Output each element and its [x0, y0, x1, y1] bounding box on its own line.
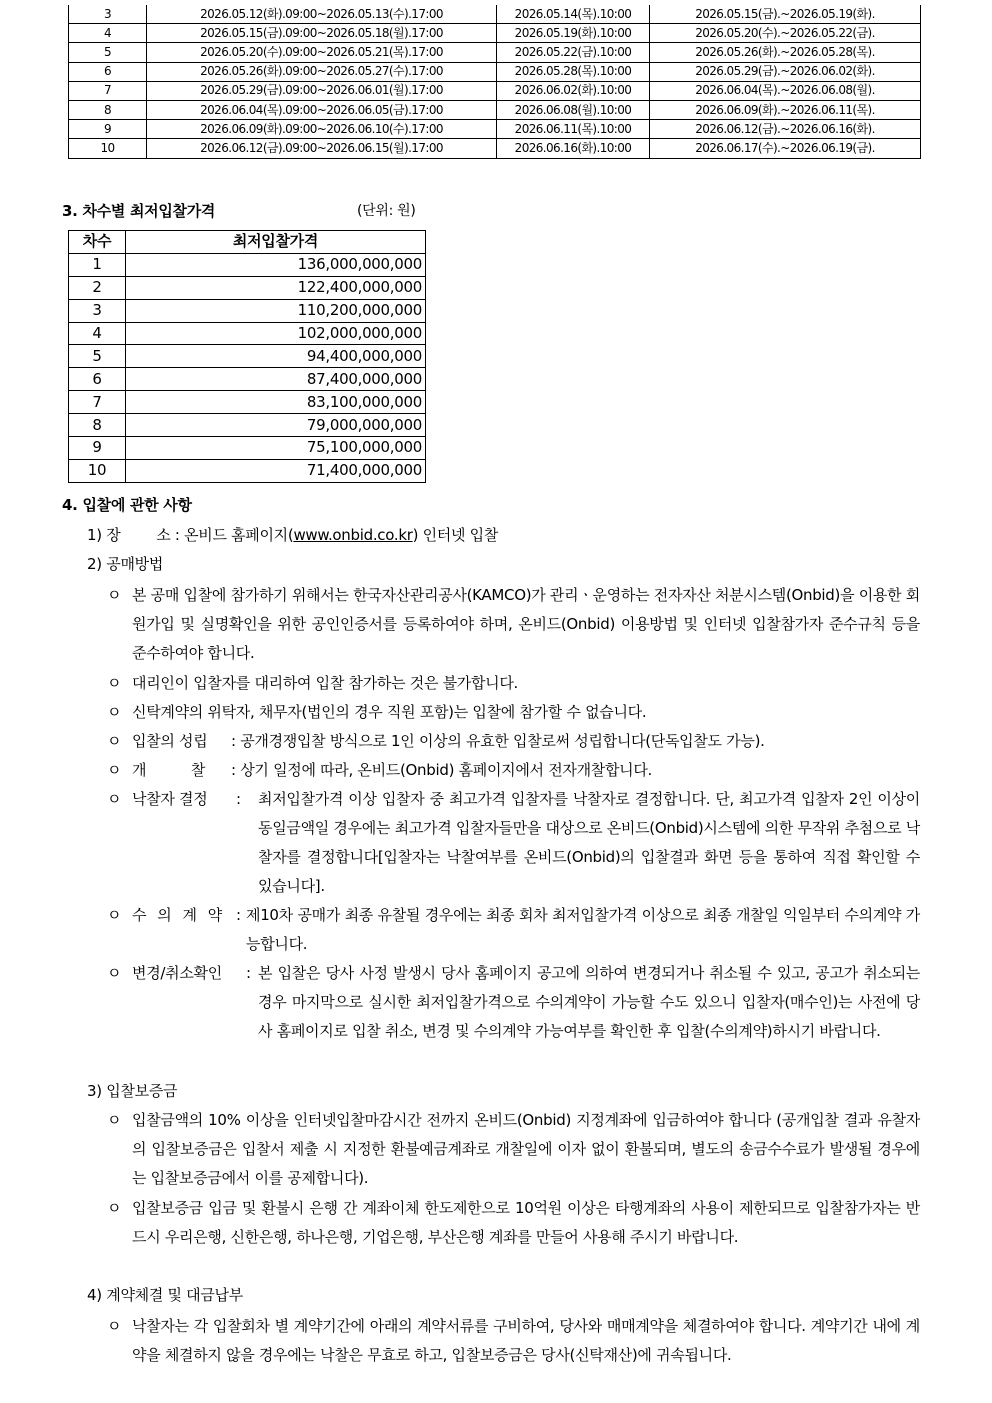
round-cell: 8 — [69, 100, 147, 119]
bullet-marker: ㅇ — [107, 586, 122, 604]
bid-schedule-table — [68, 5, 921, 159]
price-cell: 122,400,000,000 — [126, 276, 426, 299]
opening-date-cell: 2026.05.28(목).10:00 — [497, 62, 650, 81]
opening-date-cell: 2026.05.14(목).10:00 — [497, 5, 650, 24]
section-3-title: 3. 차수별 최저입찰가격 — [62, 202, 216, 220]
bid-period-cell: 2026.05.12(화).09:00~2026.05.13(수).17:00 — [147, 5, 497, 24]
bid-period-cell: 2026.06.04(목).09:00~2026.06.05(금).17:00 — [147, 100, 497, 119]
establishment-label: 입찰의 성립 — [132, 732, 208, 750]
table-row — [69, 24, 921, 43]
table-row — [69, 62, 921, 81]
round-cell: 6 — [69, 62, 147, 81]
unit-note: (단위: 원) — [357, 203, 416, 219]
minimum-bid-price-table — [68, 230, 426, 483]
price-cell: 94,400,000,000 — [126, 345, 426, 368]
round-cell: 1 — [69, 253, 126, 276]
price-cell: 102,000,000,000 — [126, 322, 426, 345]
bullet-marker: ㅇ — [107, 761, 122, 779]
round-cell: 9 — [69, 437, 126, 460]
price-cell: 75,100,000,000 — [126, 437, 426, 460]
table-row — [69, 100, 921, 119]
section-4-title: 4. 입찰에 관한 사항 — [62, 496, 192, 514]
contract-period-cell: 2026.05.26(화).~2026.05.28(목). — [650, 43, 921, 62]
table-row — [69, 414, 426, 437]
bullet-marker: ㅇ — [107, 732, 122, 750]
table-row — [69, 299, 426, 322]
table-row — [69, 81, 921, 100]
private-contract-colon: : — [236, 906, 241, 924]
opening-date-cell: 2026.05.19(화).10:00 — [497, 24, 650, 43]
contract-period-cell: 2026.06.17(수).~2026.06.19(금). — [650, 139, 921, 158]
winner-text: 최저입찰가격 이상 입찰자 중 최고가격 입찰자를 낙찰자로 결정합니다. 단, 최고가격 입찰자 2인 이상이 동일금액일 경우에는 최고가격 입찰자들만을 대상으로 온비드(Onbid)시스템에 의한 무작위 추첨으로 낙찰자를 결정합니다[입찰자는 낙찰여부를 온비드(Onbid)의 입찰결과 화면 등을 통하여 직접 확인할 수 있습니다]. — [258, 790, 920, 895]
method-item-2: 대리인이 입찰자를 대리하여 입찰 참가하는 것은 불가합니다. — [132, 674, 519, 692]
private-contract-text: 제10차 공매가 최종 유찰될 경우에는 최종 회차 최저입찰가격 이상으로 최종 개찰일 익일부터 수의계약 가능합니다. — [246, 906, 920, 953]
bullet-marker: ㅇ — [107, 1317, 122, 1335]
table-row — [69, 437, 426, 460]
bid-period-cell: 2026.06.09(화).09:00~2026.06.10(수).17:00 — [147, 120, 497, 139]
bullet-marker: ㅇ — [107, 674, 122, 692]
round-cell: 8 — [69, 414, 126, 437]
opening-label: 개 찰 — [132, 761, 206, 779]
opening-date-cell: 2026.06.11(목).10:00 — [497, 120, 650, 139]
bullet-marker: ㅇ — [107, 1111, 122, 1129]
bid-period-cell: 2026.06.12(금).09:00~2026.06.15(월).17:00 — [147, 139, 497, 158]
price-cell: 71,400,000,000 — [126, 459, 426, 482]
round-cell: 6 — [69, 368, 126, 391]
winner-label: 낙찰자 결정 — [132, 790, 208, 808]
bullet-marker: ㅇ — [107, 964, 122, 982]
opening-date-cell: 2026.06.02(화).10:00 — [497, 81, 650, 100]
opening-text: : 상기 일정에 따라, 온비드(Onbid) 홈페이지에서 전자개찰합니다. — [231, 761, 652, 779]
bullet-marker: ㅇ — [107, 703, 122, 721]
price-cell: 136,000,000,000 — [126, 253, 426, 276]
round-cell: 4 — [69, 24, 147, 43]
round-cell: 2 — [69, 276, 126, 299]
winner-colon: : — [236, 790, 241, 808]
round-cell: 9 — [69, 120, 147, 139]
table-row — [69, 139, 921, 158]
contract-title: 4) 계약체결 및 대금납부 — [87, 1286, 243, 1304]
table-row — [69, 322, 426, 345]
round-cell: 5 — [69, 43, 147, 62]
round-cell: 10 — [69, 459, 126, 482]
opening-date-cell: 2026.05.22(금).10:00 — [497, 43, 650, 62]
price-table-body — [69, 253, 426, 482]
contract-period-cell: 2026.05.20(수).~2026.05.22(금). — [650, 24, 921, 43]
table-row — [69, 276, 426, 299]
round-cell: 3 — [69, 5, 147, 24]
bid-period-cell: 2026.05.26(화).09:00~2026.05.27(수).17:00 — [147, 62, 497, 81]
deposit-item-1: 입찰금액의 10% 이상을 인터넷입찰마감시간 전까지 온비드(Onbid) 지정계좌에 입금하여야 합니다 (공개입찰 결과 유찰자의 입찰보증금은 입찰서 제출 시 지정한 환불예금계좌로 개찰일에 이자 없이 환불되며, 별도의 송금수수료가 발생될 경우에는 입찰보증금에서 이를 공제합니다). — [132, 1111, 920, 1187]
round-cell: 10 — [69, 139, 147, 158]
price-cell: 87,400,000,000 — [126, 368, 426, 391]
contract-item-1: 낙찰자는 각 입찰회차 별 계약기간에 아래의 계약서류를 구비하여, 당사와 매매계약을 체결하여야 합니다. 계약기간 내에 계약을 체결하지 않을 경우에는 낙찰은 무효로 하고, 입찰보증금은 당사(신탁재산)에 귀속됩니다. — [132, 1317, 920, 1364]
method-item-3: 신탁계약의 위탁자, 채무자(법인의 경우 직원 포함)는 입찰에 참가할 수 없습니다. — [132, 703, 647, 721]
price-cell: 79,000,000,000 — [126, 414, 426, 437]
bullet-marker: ㅇ — [107, 1199, 122, 1217]
contract-period-cell: 2026.06.12(금).~2026.06.16(화). — [650, 120, 921, 139]
bid-schedule-body — [69, 5, 921, 158]
establishment-text: : 공개경쟁입찰 방식으로 1인 이상의 유효한 입찰로써 성립합니다(단독입찰도 가능). — [231, 732, 765, 750]
place-prefix: 1) 장 소 : 온비드 홈페이지( — [87, 526, 294, 544]
opening-date-cell: 2026.06.08(월).10:00 — [497, 100, 650, 119]
price-cell: 83,100,000,000 — [126, 391, 426, 414]
change-cancel-text: 본 입찰은 당사 사정 발생시 당사 홈페이지 공고에 의하여 변경되거나 취소될 수 있고, 공고가 취소되는 경우 마지막으로 실시한 최저입찰가격으로 수의계약이 가능할 수도 있으니 입찰자(매수인)는 사전에 당사 홈페이지로 입찰 취소, 변경 및 수의계약 가능여부를 확인한 후 입찰(수의계약)하시기 바랍니다. — [258, 964, 920, 1040]
contract-period-cell: 2026.06.09(화).~2026.06.11(목). — [650, 100, 921, 119]
contract-period-cell: 2026.05.15(금).~2026.05.19(화). — [650, 5, 921, 24]
opening-date-cell: 2026.06.16(화).10:00 — [497, 139, 650, 158]
place-suffix: ) 인터넷 입찰 — [412, 526, 499, 544]
table-row — [69, 459, 426, 482]
deposit-title: 3) 입찰보증금 — [87, 1082, 178, 1100]
bid-period-cell: 2026.05.15(금).09:00~2026.05.18(월).17:00 — [147, 24, 497, 43]
place-line — [87, 524, 498, 546]
table-row — [69, 43, 921, 62]
contract-period-cell: 2026.06.04(목).~2026.06.08(월). — [650, 81, 921, 100]
change-cancel-label: 변경/취소확인 — [132, 964, 222, 982]
round-cell: 4 — [69, 322, 126, 345]
bullet-marker: ㅇ — [107, 790, 122, 808]
table-row — [69, 253, 426, 276]
round-cell: 5 — [69, 345, 126, 368]
table-row — [69, 120, 921, 139]
bid-period-cell: 2026.05.20(수).09:00~2026.05.21(목).17:00 — [147, 43, 497, 62]
header-round: 차수 — [69, 231, 126, 254]
method-title: 2) 공매방법 — [87, 555, 164, 573]
round-cell: 7 — [69, 81, 147, 100]
table-row — [69, 345, 426, 368]
method-item-1: 본 공매 입찰에 참가하기 위해서는 한국자산관리공사(KAMCO)가 관리ㆍ운영하는 전자자산 처분시스템(Onbid)을 이용한 회원가입 및 실명확인을 위한 공인인증서를 등록하여야 하며, 온비드(Onbid) 이용방법 및 인터넷 입찰참가자 준수규칙 등을 준수하여야 합니다. — [132, 586, 920, 662]
table-row — [69, 368, 426, 391]
bullet-marker: ㅇ — [107, 906, 122, 924]
round-cell: 3 — [69, 299, 126, 322]
round-cell: 7 — [69, 391, 126, 414]
private-contract-label: 수 의 계 약 — [132, 906, 226, 924]
bid-period-cell: 2026.05.29(금).09:00~2026.06.01(월).17:00 — [147, 81, 497, 100]
contract-period-cell: 2026.05.29(금).~2026.06.02(화). — [650, 62, 921, 81]
onbid-link[interactable]: www.onbid.co.kr — [293, 526, 413, 544]
price-cell: 110,200,000,000 — [126, 299, 426, 322]
deposit-item-2: 입찰보증금 입금 및 환불시 은행 간 계좌이체 한도제한으로 10억원 이상은 타행계좌의 사용이 제한되므로 입찰참가자는 반드시 우리은행, 신한은행, 하나은행, 기업은행, 부산은행 계좌를 만들어 사용해 주시기 바랍니다. — [132, 1199, 920, 1246]
table-row — [69, 391, 426, 414]
header-price: 최저입찰가격 — [126, 231, 426, 254]
table-row — [69, 5, 921, 24]
change-cancel-colon: : — [246, 964, 251, 982]
table-header-row — [69, 231, 426, 254]
